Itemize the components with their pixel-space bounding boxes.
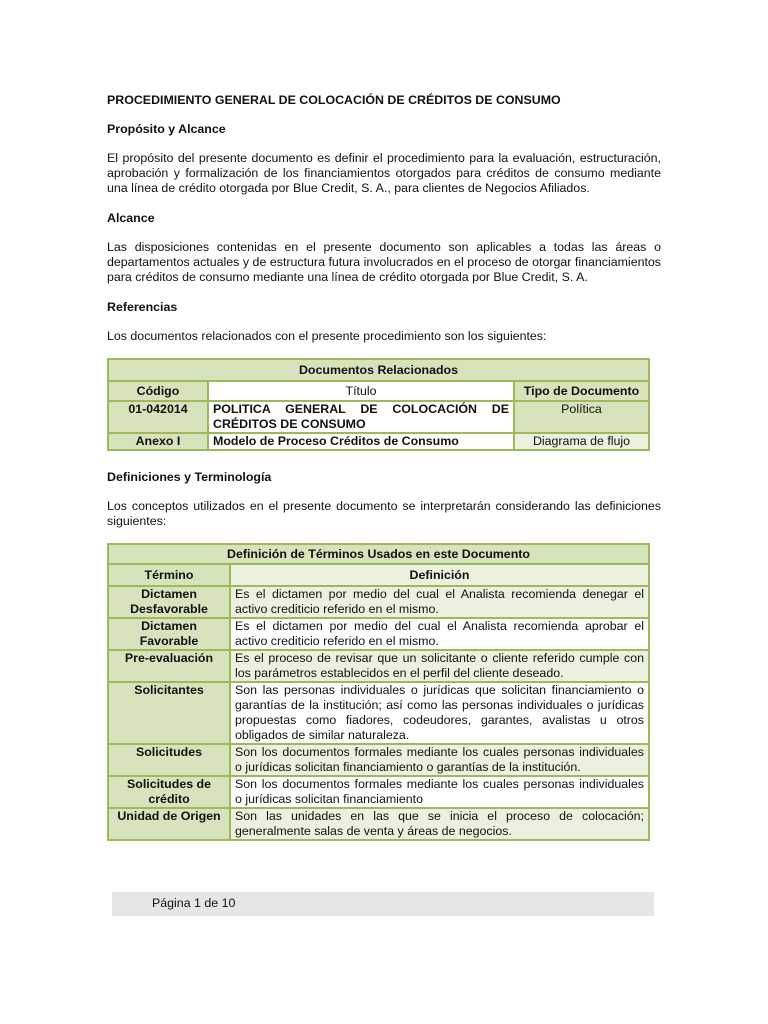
term-definition: Es el dictamen por medio del cual el Analista recomienda denegar el activo crediticio referido en el mismo.	[230, 586, 649, 618]
terms-table	[107, 543, 650, 841]
term-definition: Es el proceso de revisar que un solicitante o cliente referido cumple con los parámetros establecidos en el perfil del cliente deseado.	[230, 650, 649, 682]
table-row	[108, 744, 649, 776]
term-name: Unidad de Origen	[108, 808, 230, 840]
document-title: PROCEDIMIENTO GENERAL DE COLOCACIÓN DE CRÉDITOS DE CONSUMO	[107, 93, 561, 107]
column-header-term: Término	[108, 564, 230, 586]
doc-code: 01-042014	[108, 401, 208, 433]
table-row	[108, 650, 649, 682]
term-name: Solicitantes	[108, 682, 230, 744]
term-definition: Son los documentos formales mediante los cuales personas individuales o jurídicas solicitan financiamiento o garantías de la institución.	[230, 744, 649, 776]
term-definition: Son los documentos formales mediante los cuales personas individuales o jurídicas solicitan financiamiento	[230, 776, 649, 808]
references-paragraph: Los documentos relacionados con el presente procedimiento son los siguientes:	[107, 329, 547, 343]
term-name: Dictamen Desfavorable	[108, 586, 230, 618]
doc-code: Anexo I	[108, 433, 208, 450]
table-row	[108, 808, 649, 840]
doc-title: Modelo de Proceso Créditos de Consumo	[208, 433, 514, 450]
page-footer	[112, 892, 654, 916]
column-header-title: Título	[208, 381, 514, 401]
page-number: Página 1 de 10	[152, 896, 236, 910]
doc-type: Diagrama de flujo	[514, 433, 649, 450]
term-definition: Son las unidades en las que se inicia el proceso de colocación; generalmente salas de venta y áreas de negocios.	[230, 808, 649, 840]
table-row	[108, 618, 649, 650]
heading-definitions: Definiciones y Terminología	[107, 470, 272, 484]
column-header-code: Código	[108, 381, 208, 401]
table-row	[108, 433, 649, 450]
term-definition: Son las personas individuales o jurídicas que solicitan financiamiento o garantías de la institución; así como las personas individuales o jurídicas propuestas como fiadores, codeudores, garantes, avalistas u otros obligados de similar naturaleza.	[230, 682, 649, 744]
definitions-paragraph: Los conceptos utilizados en el presente documento se interpretarán considerando las definiciones siguientes:	[107, 499, 661, 528]
doc-title: POLITICA GENERAL DE COLOCACIÓN DE CRÉDITOS DE CONSUMO	[208, 401, 514, 433]
term-name: Pre-evaluación	[108, 650, 230, 682]
term-name: Solicitudes de crédito	[108, 776, 230, 808]
column-header-definition: Definición	[230, 564, 649, 586]
table-row	[108, 401, 649, 433]
related-documents-caption: Documentos Relacionados	[108, 359, 649, 381]
table-row	[108, 682, 649, 744]
doc-type: Política	[514, 401, 649, 433]
term-definition: Es el dictamen por medio del cual el Analista recomienda aprobar el activo crediticio referido en el mismo.	[230, 618, 649, 650]
term-name: Dictamen Favorable	[108, 618, 230, 650]
table-row	[108, 776, 649, 808]
purpose-paragraph: El propósito del presente documento es definir el procedimiento para la evaluación, estructuración, aprobación y formalización de los financiamientos otorgados para créditos de consumo mediante una línea de crédito otorgada por Blue Credit, S. A., para clientes de Negocios Afiliados.	[107, 151, 661, 195]
heading-scope: Alcance	[107, 211, 155, 225]
table-row	[108, 586, 649, 618]
scope-paragraph: Las disposiciones contenidas en el presente documento son aplicables a todas las áreas o departamentos actuales y de estructura futura involucrados en el proceso de otorgar financiamientos para créditos de consumo mediante una línea de crédito otorgada por Blue Credit, S. A.	[107, 240, 661, 284]
column-header-type: Tipo de Documento	[514, 381, 649, 401]
heading-references: Referencias	[107, 300, 178, 314]
term-name: Solicitudes	[108, 744, 230, 776]
heading-purpose: Propósito y Alcance	[107, 122, 226, 136]
related-documents-table	[107, 358, 650, 451]
terms-caption: Definición de Términos Usados en este Documento	[108, 544, 649, 564]
